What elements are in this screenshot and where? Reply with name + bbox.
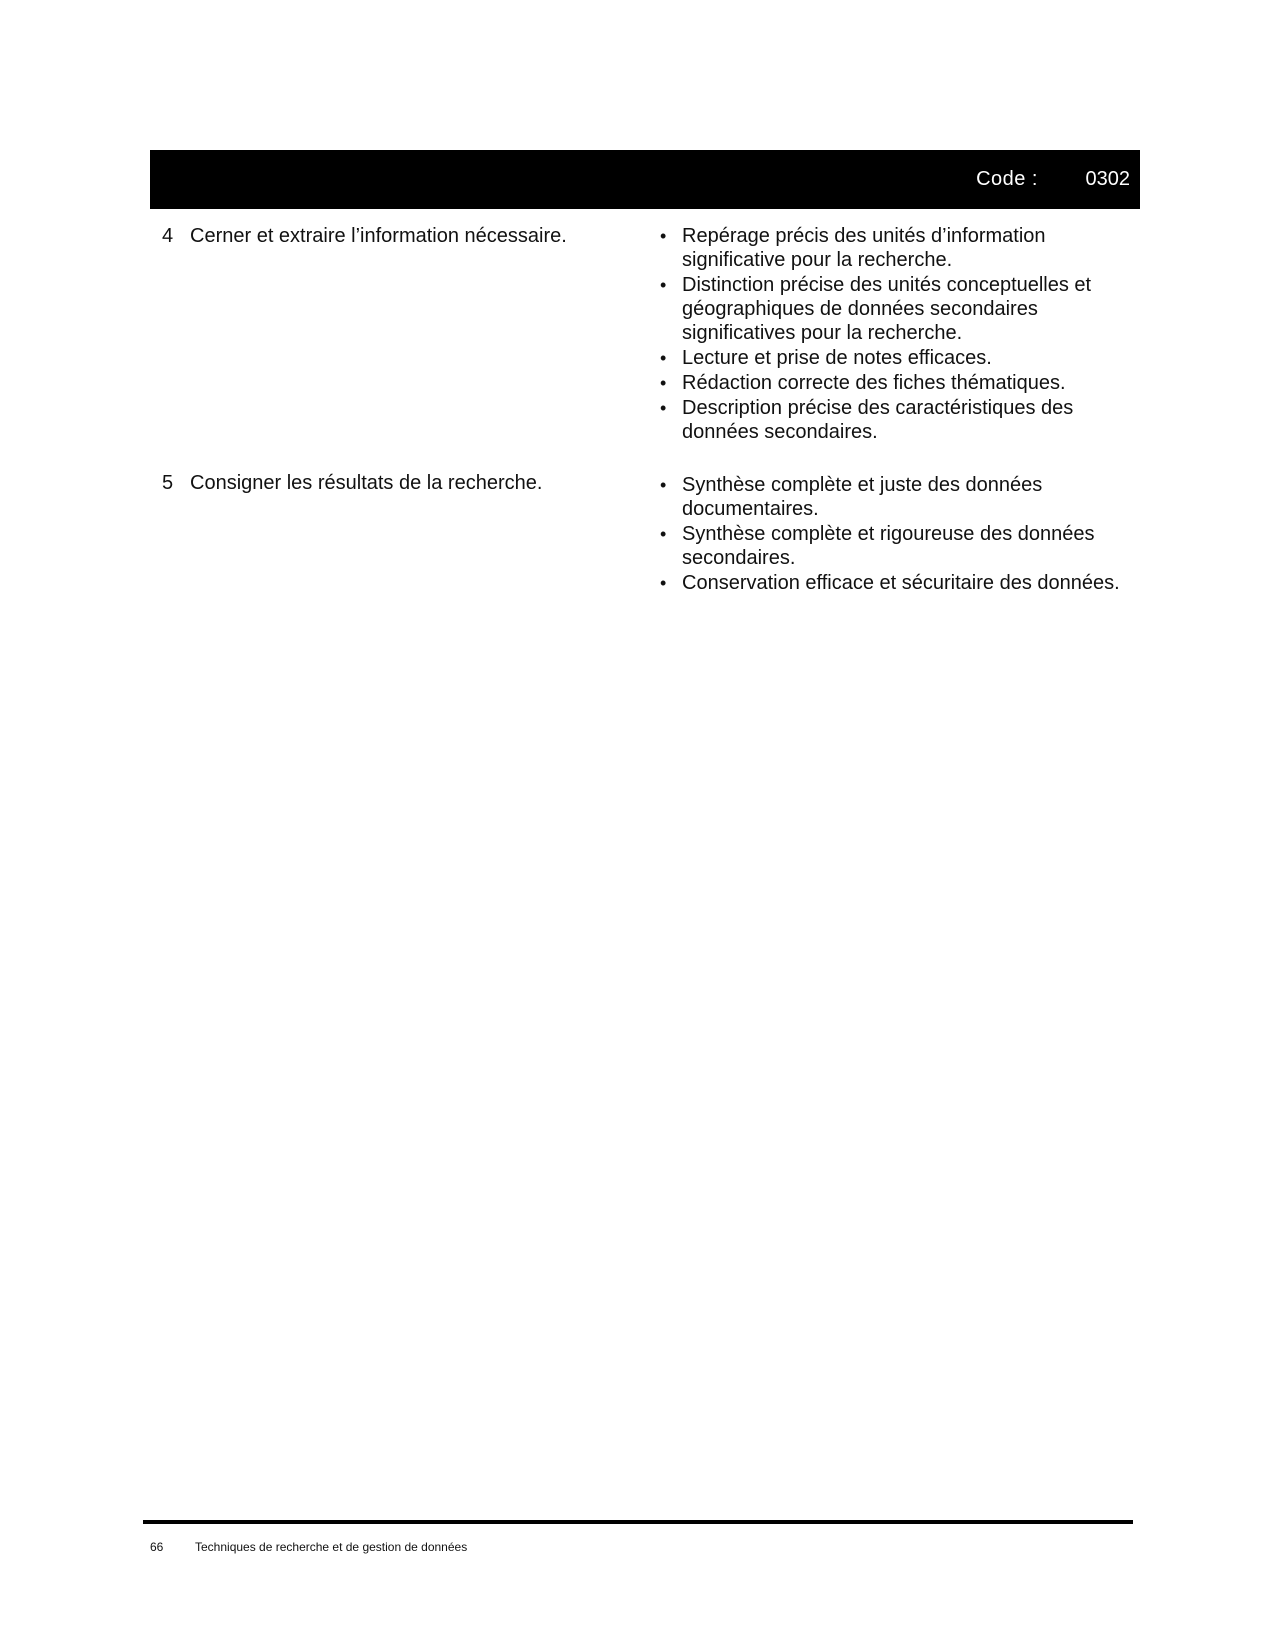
step-text: Consigner les résultats de la recherche.	[190, 472, 543, 494]
criteria-item	[656, 224, 1136, 272]
criteria-text: Description précise des caractéristiques des données secondaires.	[682, 397, 1074, 443]
step-number: 4	[162, 225, 174, 247]
bullet-dot-icon: •	[660, 275, 667, 295]
page-number: 66	[150, 1540, 164, 1554]
criteria-list	[656, 473, 1136, 596]
step-number: 5	[162, 472, 174, 494]
criteria-item	[656, 371, 1136, 395]
code-value: 0302	[1085, 168, 1130, 190]
criteria-list	[656, 224, 1136, 445]
criteria-text: Lecture et prise de notes efficaces.	[682, 347, 992, 369]
bullet-dot-icon: •	[660, 348, 667, 368]
criteria-item	[656, 346, 1136, 370]
bullet-dot-icon: •	[660, 475, 667, 495]
bullet-dot-icon: •	[660, 524, 667, 544]
criteria-text: Rédaction correcte des fiches thématiques.	[682, 372, 1066, 394]
code-label: Code :	[976, 168, 1038, 190]
footer-divider	[143, 1520, 1133, 1524]
bullet-dot-icon: •	[660, 573, 667, 593]
step-text: Cerner et extraire l’information nécessaire.	[190, 225, 567, 247]
bullet-dot-icon: •	[660, 398, 667, 418]
page-footer	[150, 1540, 467, 1554]
step-title	[162, 471, 632, 495]
criteria-text: Distinction précise des unités conceptuelles et géographiques de données secondaires significatives pour la recherche.	[682, 274, 1092, 344]
bullet-dot-icon: •	[660, 226, 667, 246]
criteria-item	[656, 473, 1136, 521]
step-title	[162, 224, 632, 248]
footer-title: Techniques de recherche et de gestion de données	[195, 1540, 468, 1554]
criteria-item	[656, 571, 1136, 595]
code-header-bar	[150, 150, 1140, 209]
criteria-text: Repérage précis des unités d’information significative pour la recherche.	[682, 225, 1046, 271]
bullet-dot-icon: •	[660, 373, 667, 393]
criteria-text: Synthèse complète et rigoureuse des données secondaires.	[682, 523, 1095, 569]
criteria-text: Synthèse complète et juste des données documentaires.	[682, 474, 1043, 520]
criteria-text: Conservation efficace et sécuritaire des données.	[682, 572, 1120, 594]
criteria-item	[656, 522, 1136, 570]
criteria-item	[656, 396, 1136, 444]
criteria-item	[656, 273, 1136, 345]
